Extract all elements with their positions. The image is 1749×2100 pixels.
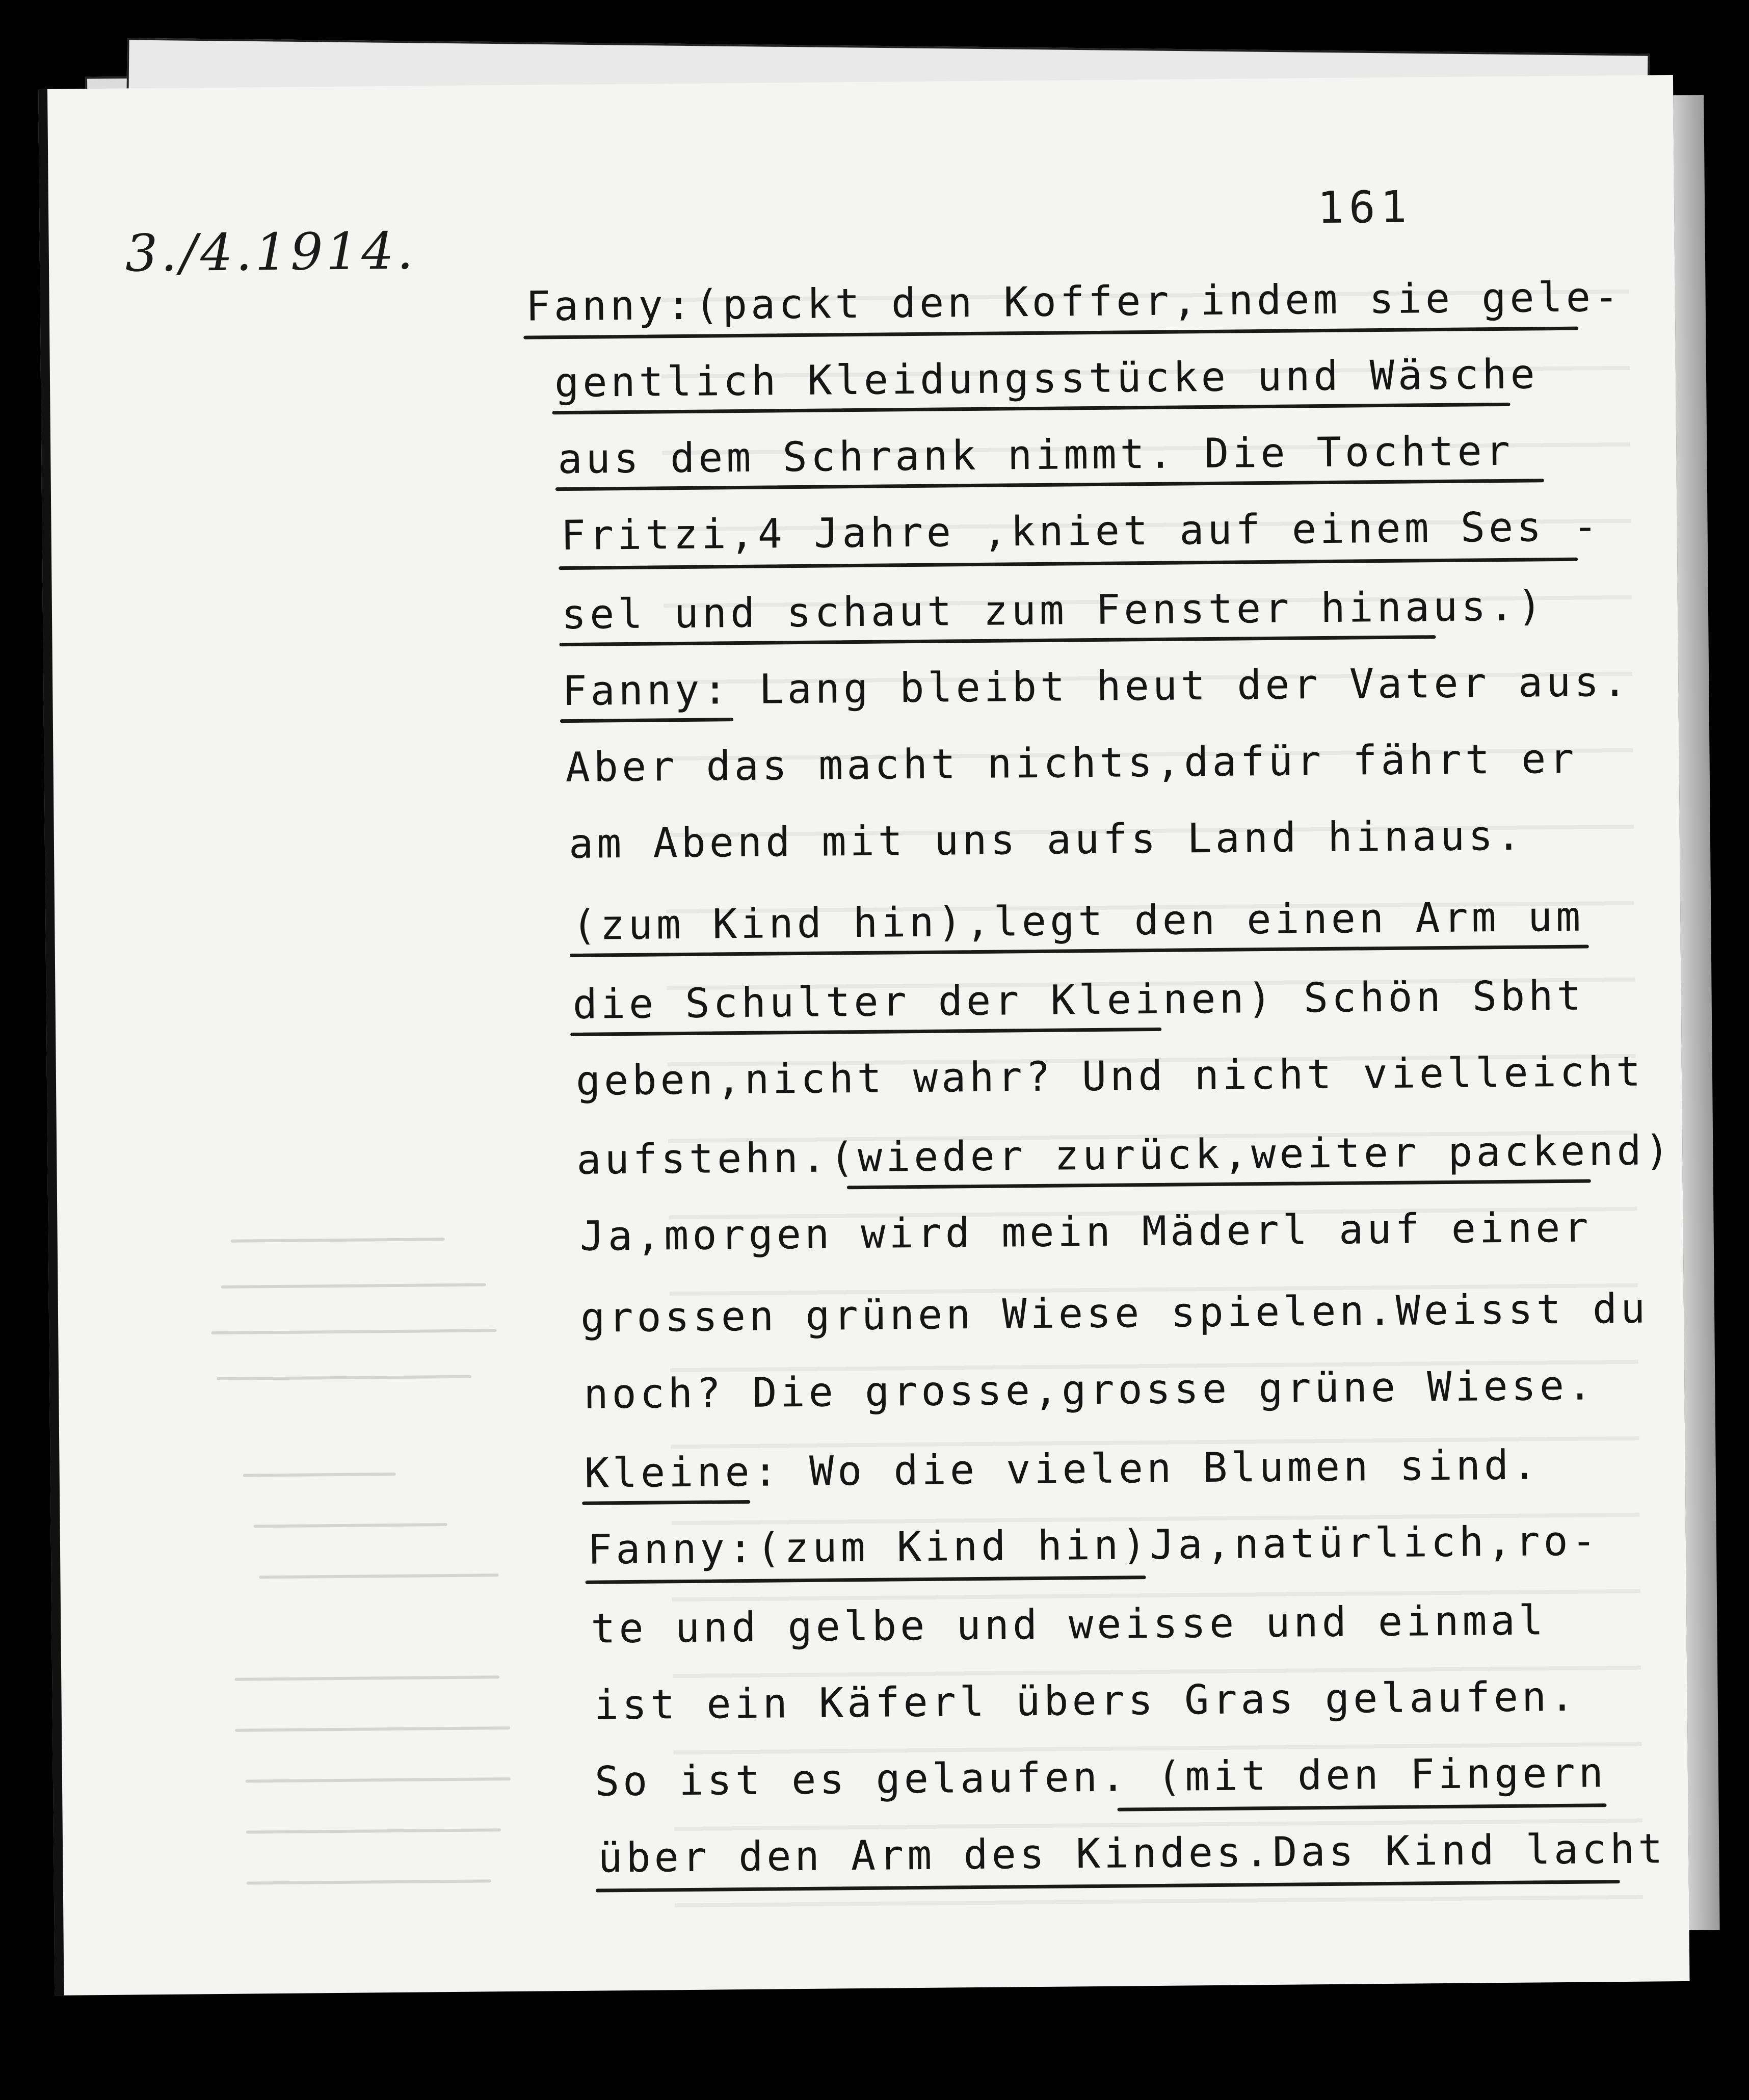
text-line: am Abend mit uns aufs Land hinaus. <box>568 811 1525 868</box>
text-line: sel und schaut zum Fenster hinaus.) <box>561 582 1546 639</box>
text-line: (zum Kind hin),legt den einen Arm um <box>571 892 1584 949</box>
text-line: Fritzi,4 Jahre ,kniet auf einem Ses - <box>561 503 1602 560</box>
text-line: Ja,morgen wird mein Mäderl auf einer <box>579 1203 1592 1260</box>
text-line: Fanny: Lang bleibt heut der Vater aus. <box>562 658 1631 715</box>
underline <box>596 1880 1620 1893</box>
faint-margin-handwriting <box>210 1237 533 2004</box>
text-line: die Schulter der Kleinen) Schön Sbht <box>572 972 1585 1028</box>
text-line: So ist es gelaufen. (mit den Fingern <box>594 1749 1607 1805</box>
text-line: grossen grünen Wiese spielen.Weisst du <box>580 1284 1649 1342</box>
text-line: te und gelbe und weisse und einmal <box>590 1596 1547 1652</box>
page-number: 161 <box>1317 181 1412 234</box>
typescript-page <box>38 75 1690 1996</box>
text-line: geben,nicht wahr? Und nicht vielleicht <box>575 1047 1645 1105</box>
underline <box>570 1028 1161 1036</box>
underline <box>559 558 1578 570</box>
underline <box>586 1576 1146 1584</box>
text-line: Fanny:(packt den Koffer,indem sie gele- <box>525 273 1623 330</box>
text-line: Kleine: Wo die vielen Blumen sind. <box>584 1441 1541 1497</box>
text-line: Aber das macht nichts,dafür fährt er <box>565 734 1578 792</box>
handwritten-date: 3./4.1914. <box>125 221 417 283</box>
text-line: aufstehn.(wieder zurück,weiter packend) <box>576 1126 1674 1184</box>
text-line: noch? Die grosse,grosse grüne Wiese. <box>583 1361 1596 1418</box>
text-line: über den Arm des Kindes.Das Kind lacht <box>597 1825 1666 1882</box>
text-line: Fanny:(zum Kind hin)Ja,natürlich,ro- <box>587 1517 1600 1573</box>
text-line: gentlich Kleidungsstücke und Wäsche <box>554 350 1539 407</box>
underline <box>582 1500 750 1505</box>
underline <box>1118 1803 1607 1811</box>
underline <box>560 718 733 723</box>
text-line: ist ein Käferl übers Gras gelaufen. <box>594 1672 1578 1729</box>
text-line: aus dem Schrank nimmt. Die Tochter <box>557 427 1514 483</box>
underline <box>847 1179 1591 1189</box>
